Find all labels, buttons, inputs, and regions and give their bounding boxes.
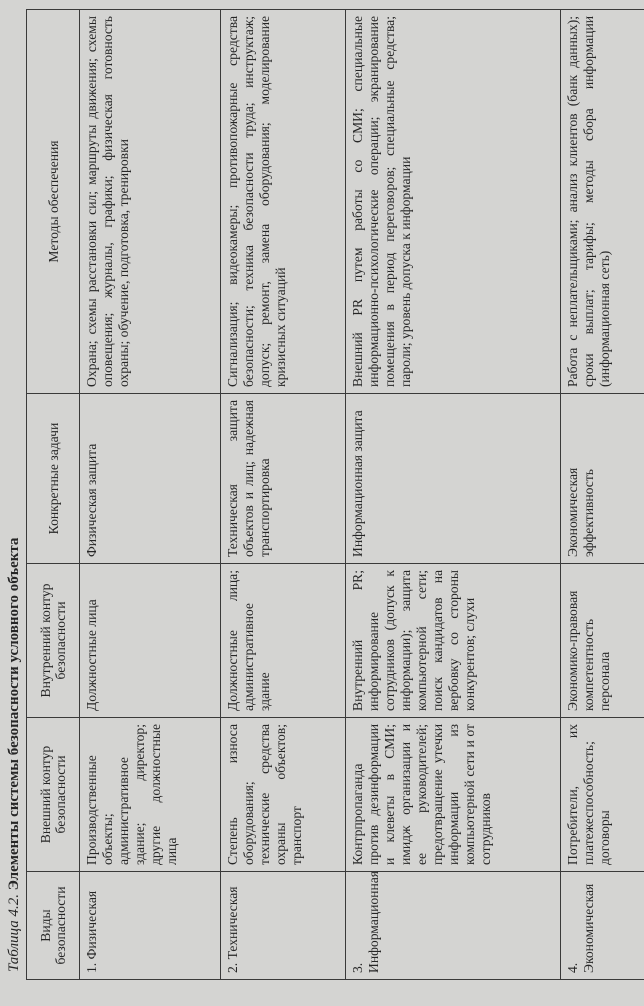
- cell-type: 2. Техническая: [221, 872, 346, 980]
- cell-external: Контрпропаганда против дезинформации и клеветы в СМИ; имидж организации и ее руководителей; предотвращение утечки информации из компьютерной сети и от сотрудников: [346, 718, 561, 872]
- cell-internal: Должностные лица; административное здание: [221, 564, 346, 718]
- cell-tasks: Техническая защита объектов и лиц; надежная транспортировка: [221, 394, 346, 564]
- header-methods: Методы обеспечения: [27, 10, 80, 394]
- cell-methods: Охрана; схемы расстановки сил; маршруты движения; схемы оповещения; журналы, графики; физическая готовность охраны; обучение, подготовка, тренировки: [80, 10, 221, 394]
- security-elements-table: [26, 9, 644, 980]
- cell-type: 4. Экономическая: [561, 872, 644, 980]
- cell-external: Производственные объекты; административное здание; директор; другие должностные лица: [80, 718, 221, 872]
- header-specific-tasks: Конкретные задачи: [27, 394, 80, 564]
- table-header-row: [27, 10, 80, 980]
- cell-tasks: Физическая защита: [80, 394, 221, 564]
- cell-type: 1. Физическая: [80, 872, 221, 980]
- cell-internal: Экономико-правовая компетентность персонала: [561, 564, 644, 718]
- table-row: [80, 10, 221, 980]
- header-security-type: Виды безопасности: [27, 872, 80, 980]
- cell-tasks: Экономическая эффективность: [561, 394, 644, 564]
- table-title: Элементы системы безопасности условного объекта: [6, 537, 22, 891]
- table-row: [346, 10, 561, 980]
- cell-external: Потребители, их платежеспособность; договоры: [561, 718, 644, 872]
- cell-internal: Должностные лица: [80, 564, 221, 718]
- header-external-contour: Внешний контур безопасности: [27, 718, 80, 872]
- cell-type: 3. Информационная: [346, 872, 561, 980]
- table-row: [221, 10, 346, 980]
- cell-methods: Внешний PR путем работы со СМИ; специальные информационно-психологические операции; экранирование помещения в период переговоров; специальные средства; пароли; уровень допуска к информации: [346, 10, 561, 394]
- cell-methods: Работа с неплательщиками; анализ клиентов (банк данных); сроки выплат; тарифы; методы сбора информации (информационная сеть): [561, 10, 644, 394]
- cell-tasks: Информационная защита: [346, 394, 561, 564]
- table-caption: [5, 20, 23, 972]
- cell-internal: Внутренний PR; информирование сотрудников (допуск к информации); защита компьютерной сети; поиск кандидатов на вербовку со стороны конкурентов; слухи: [346, 564, 561, 718]
- cell-external: Степень износа оборудования; технические средства охраны объектов; транспорт: [221, 718, 346, 872]
- cell-methods: Сигнализация; видеокамеры; противопожарные средства безопасности; техника безопасности труда; инструктаж; допуск; ремонт, замена оборудования; моделирование кризисных ситуаций: [221, 10, 346, 394]
- header-internal-contour: Внутренний контур безопасности: [27, 564, 80, 718]
- table-row: [561, 10, 644, 980]
- table-number: Таблица 4.2.: [6, 894, 22, 972]
